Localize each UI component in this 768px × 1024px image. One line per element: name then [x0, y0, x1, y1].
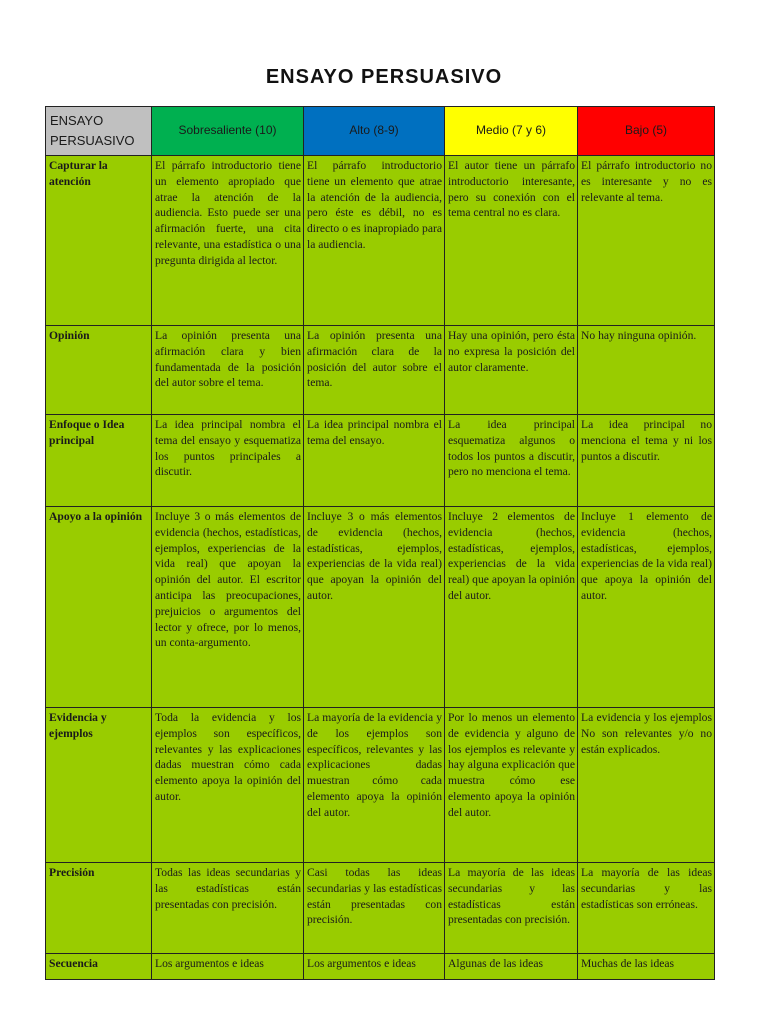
header-bajo: Bajo (5)	[578, 107, 715, 156]
rubric-cell: Incluye 1 elemento de evidencia (hechos, estadísticas, ejemplos, experiencias de la vida real) que apoya la opinión del autor.	[578, 507, 715, 708]
table-row	[46, 507, 715, 708]
table-row	[46, 954, 715, 980]
rubric-cell: El párrafo introductorio tiene un elemento apropiado que atrae la atención de la audiencia. Esto puede ser una afirmación fuerte, una cita relevante, una estadística o una pregunta dirigida al lector.	[152, 156, 304, 326]
criterion-label: Precisión	[46, 863, 152, 954]
rubric-cell: Hay una opinión, pero ésta no expresa la posición del autor claramente.	[445, 326, 578, 415]
rubric-cell: La idea principal nombra el tema del ensayo.	[304, 415, 445, 507]
rubric-cell: La idea principal no menciona el tema y ni los puntos a discutir.	[578, 415, 715, 507]
corner-header: ENSAYO PERSUASIVO	[46, 107, 152, 156]
document-title: ENSAYO PERSUASIVO	[265, 66, 503, 88]
header-sobresaliente: Sobresaliente (10)	[152, 107, 304, 156]
rubric-cell: Muchas de las ideas	[578, 954, 715, 980]
header-medio: Medio (7 y 6)	[445, 107, 578, 156]
rubric-cell: No hay ninguna opinión.	[578, 326, 715, 415]
rubric-table	[45, 106, 715, 980]
criterion-label: Opinión	[46, 326, 152, 415]
rubric-cell: Algunas de las ideas	[445, 954, 578, 980]
rubric-cell: La evidencia y los ejemplos No son relevantes y/o no están explicados.	[578, 708, 715, 863]
rubric-cell: La mayoría de la evidencia y de los ejemplos son específicos, relevantes y las explicaciones dadas muestran cómo cada elemento apoya la opinión del autor.	[304, 708, 445, 863]
criterion-label: Apoyo a la opinión	[46, 507, 152, 708]
table-row	[46, 708, 715, 863]
rubric-cell: La opinión presenta una afirmación clara de la posición del autor sobre el tema.	[304, 326, 445, 415]
table-row	[46, 326, 715, 415]
criterion-label: Evidencia y ejemplos	[46, 708, 152, 863]
rubric-cell: Incluye 2 elementos de evidencia (hechos, estadísticas, ejemplos, experiencias de la vida real) que apoyan la opinión del autor.	[445, 507, 578, 708]
header-alto: Alto (8-9)	[304, 107, 445, 156]
criterion-label: Secuencia	[46, 954, 152, 980]
criterion-label: Capturar la atención	[46, 156, 152, 326]
rubric-cell: Los argumentos e ideas	[304, 954, 445, 980]
table-row	[46, 156, 715, 326]
rubric-cell: La opinión presenta una afirmación clara y bien fundamentada de la posición del autor sobre el tema.	[152, 326, 304, 415]
rubric-cell: Todas las ideas secundarias y las estadísticas están presentadas con precisión.	[152, 863, 304, 954]
rubric-cell: La mayoría de las ideas secundarias y las estadísticas están presentadas con precisión.	[445, 863, 578, 954]
rubric-cell: El párrafo introductorio tiene un elemento que atrae la atención de la audiencia, pero éste es débil, no es directo o es inapropiado para la audiencia.	[304, 156, 445, 326]
rubric-cell: La idea principal nombra el tema del ensayo y esquematiza los puntos principales a discutir.	[152, 415, 304, 507]
rubric-cell: El autor tiene un párrafo introductorio interesante, pero su conexión con el tema central no es clara.	[445, 156, 578, 326]
rubric-cell: Incluye 3 o más elementos de evidencia (hechos, estadísticas, ejemplos, experiencias de la vida real) que apoyan la opinión del autor. El escritor anticipa las preocupaciones, prejuicios o argumentos del lector y ofrece, por lo menos, un conta-argumento.	[152, 507, 304, 708]
header-row	[46, 107, 715, 156]
rubric-cell: Incluye 3 o más elementos de evidencia (hechos, estadísticas, ejemplos, experiencias de la vida real) que apoyan la opinión del autor.	[304, 507, 445, 708]
rubric-cell: La idea principal esquematiza algunos o todos los puntos a discutir, pero no menciona el tema.	[445, 415, 578, 507]
rubric-cell: Casi todas las ideas secundarias y las estadísticas están presentadas con precisión.	[304, 863, 445, 954]
rubric-cell: Por lo menos un elemento de evidencia y alguno de los ejemplos es relevante y hay alguna explicación que muestra cómo ese elemento apoya la opinión del autor.	[445, 708, 578, 863]
table-row	[46, 415, 715, 507]
criterion-label: Enfoque o Idea principal	[46, 415, 152, 507]
rubric-cell: El párrafo introductorio no es interesante y no es relevante al tema.	[578, 156, 715, 326]
rubric-cell: Toda la evidencia y los ejemplos son específicos, relevantes y las explicaciones dadas muestran cómo cada elemento apoya la opinión del autor.	[152, 708, 304, 863]
table-row	[46, 863, 715, 954]
rubric-cell: La mayoría de las ideas secundarias y las estadísticas son erróneas.	[578, 863, 715, 954]
rubric-cell: Los argumentos e ideas	[152, 954, 304, 980]
